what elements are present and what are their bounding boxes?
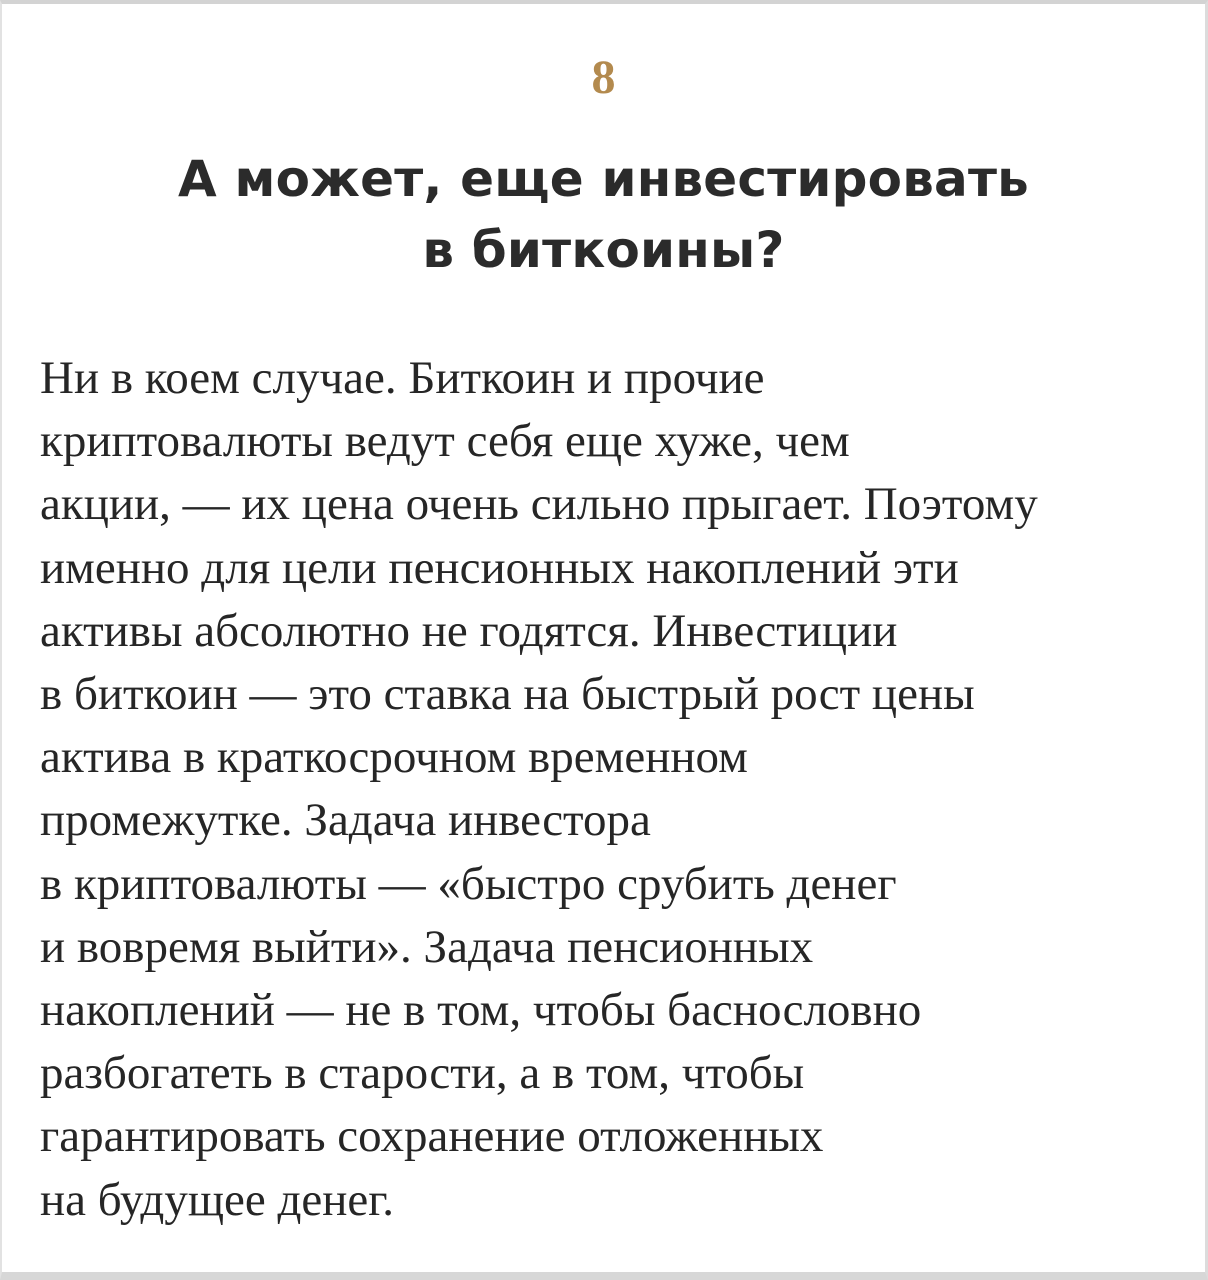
body-line: и вовремя выйти». Задача пенсионных (40, 920, 814, 973)
body-line: промежутке. Задача инвестора (40, 794, 651, 847)
body-line: акции, — их цена очень сильно прыгает. Поэтому (40, 478, 1038, 531)
body-line: гарантировать сохранение отложенных (40, 1110, 824, 1163)
body-paragraph (40, 347, 1185, 1232)
section-title (32, 144, 1175, 286)
body-line: именно для цели пенсионных накоплений эти (40, 541, 959, 594)
body-line: накоплений — не в том, чтобы баснословно (40, 984, 922, 1037)
body-line: Ни в коем случае. Биткоин и прочие (40, 352, 765, 404)
body-line: разбогатеть в старости, а в том, чтобы (40, 1047, 805, 1100)
body-line: криптовалюты ведут себя еще хуже, чем (40, 415, 850, 468)
body-line: в криптовалюты — «быстро срубить денег (40, 857, 897, 910)
body-line: активы абсолютно не годятся. Инвестиции (40, 604, 898, 657)
title-line: А может, еще инвестировать (178, 150, 1029, 208)
body-line: актива в краткосрочном временном (40, 731, 748, 784)
body-line: в биткоин — это ставка на быстрый рост цены (40, 668, 975, 721)
body-line: на будущее денег. (40, 1173, 395, 1226)
page-number: 8 (591, 51, 616, 104)
title-line: в биткоины? (422, 221, 785, 279)
